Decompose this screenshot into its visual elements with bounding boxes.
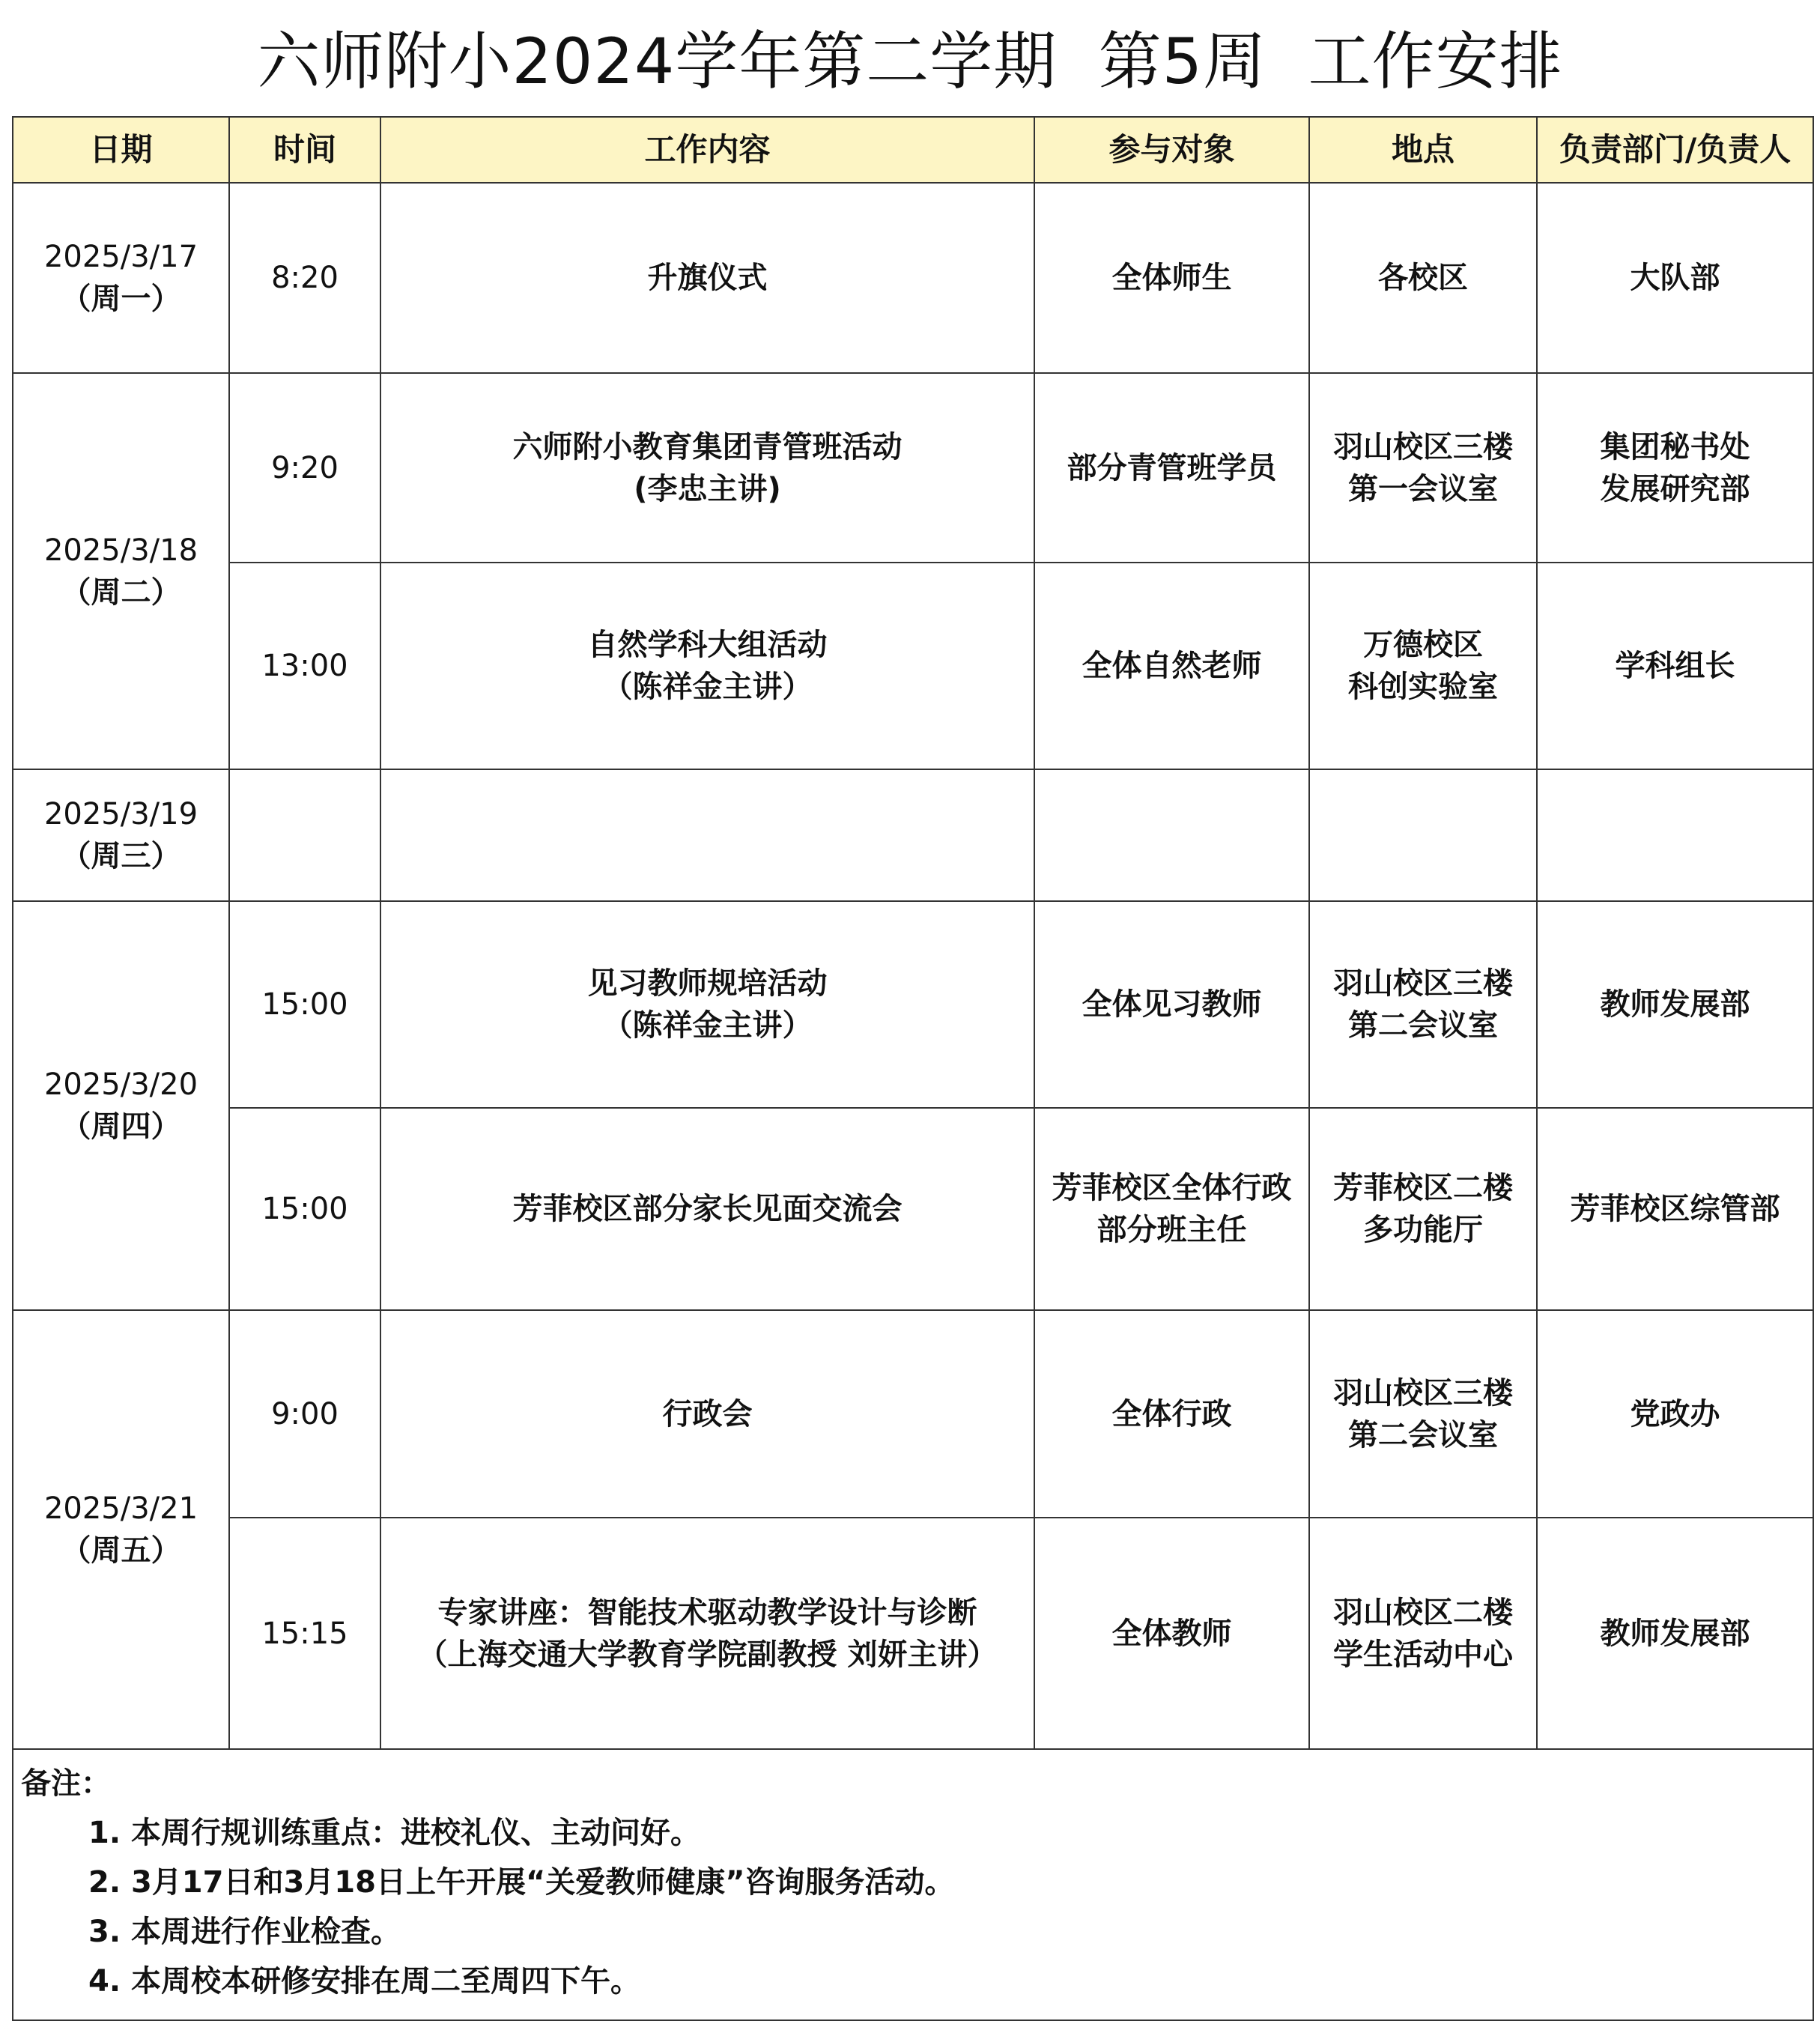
- participants-cell: [1034, 769, 1309, 901]
- time-cell: 9:20: [229, 373, 380, 563]
- time-cell: 8:20: [229, 183, 380, 373]
- schedule-table: [12, 116, 1814, 2021]
- location-cell: 羽山校区二楼 学生活动中心: [1309, 1518, 1537, 1749]
- participants-cell: 全体见习教师: [1034, 901, 1309, 1108]
- time-cell: 9:00: [229, 1310, 380, 1518]
- content-cell: 芳菲校区部分家长见面交流会: [380, 1108, 1034, 1310]
- location-cell: 万德校区 科创实验室: [1309, 563, 1537, 769]
- participants-cell: 全体教师: [1034, 1518, 1309, 1749]
- content-cell: 行政会: [380, 1310, 1034, 1518]
- table-row: [13, 373, 1813, 563]
- time-cell: 15:00: [229, 1108, 380, 1310]
- content-cell: 自然学科大组活动 （陈祥金主讲）: [380, 563, 1034, 769]
- responsible-cell: 芳菲校区综管部: [1537, 1108, 1813, 1310]
- header-participants: 参与对象: [1034, 117, 1309, 183]
- table-row: [13, 1310, 1813, 1518]
- header-time: 时间: [229, 117, 380, 183]
- header-content: 工作内容: [380, 117, 1034, 183]
- responsible-cell: [1537, 769, 1813, 901]
- content-cell: 升旗仪式: [380, 183, 1034, 373]
- header-date: 日期: [13, 117, 229, 183]
- page-title: 六师附小2024学年第二学期 第5周 工作安排: [257, 24, 1563, 98]
- table-row: [13, 563, 1813, 769]
- header-responsible: 负责部门/负责人: [1537, 117, 1813, 183]
- participants-cell: 全体自然老师: [1034, 563, 1309, 769]
- responsible-cell: 教师发展部: [1537, 901, 1813, 1108]
- date-cell: 2025/3/17 （周一）: [13, 183, 229, 373]
- table-row: [13, 1108, 1813, 1310]
- location-cell: 羽山校区三楼 第二会议室: [1309, 1310, 1537, 1518]
- table-row: [13, 1518, 1813, 1749]
- participants-cell: 全体师生: [1034, 183, 1309, 373]
- notes-label: 备注：: [21, 1766, 111, 1801]
- date-cell: 2025/3/21 （周五）: [13, 1310, 229, 1749]
- date-cell: 2025/3/18 （周二）: [13, 373, 229, 769]
- notes-row: [13, 1749, 1813, 2020]
- content-cell: 六师附小教育集团青管班活动 (李忠主讲): [380, 373, 1034, 563]
- time-cell: 15:15: [229, 1518, 380, 1749]
- date-cell: 2025/3/19 （周三）: [13, 769, 229, 901]
- note-item: 1. 本周行规训练重点：进校礼仪、主动问好。: [88, 1816, 700, 1850]
- responsible-cell: 大队部: [1537, 183, 1813, 373]
- header-row: [13, 117, 1813, 183]
- note-item: 4. 本周校本研修安排在周二至周四下午。: [88, 1964, 640, 1999]
- responsible-cell: 教师发展部: [1537, 1518, 1813, 1749]
- participants-cell: 部分青管班学员: [1034, 373, 1309, 563]
- table-row: [13, 901, 1813, 1108]
- location-cell: [1309, 769, 1537, 901]
- time-cell: 15:00: [229, 901, 380, 1108]
- location-cell: 羽山校区三楼 第一会议室: [1309, 373, 1537, 563]
- location-cell: 羽山校区三楼 第二会议室: [1309, 901, 1537, 1108]
- content-cell: 见习教师规培活动 （陈祥金主讲）: [380, 901, 1034, 1108]
- participants-cell: 芳菲校区全体行政 部分班主任: [1034, 1108, 1309, 1310]
- location-cell: 各校区: [1309, 183, 1537, 373]
- time-cell: 13:00: [229, 563, 380, 769]
- participants-cell: 全体行政: [1034, 1310, 1309, 1518]
- header-location: 地点: [1309, 117, 1537, 183]
- location-cell: 芳菲校区二楼 多功能厅: [1309, 1108, 1537, 1310]
- notes-cell: [13, 1749, 1813, 2020]
- table-row: [13, 183, 1813, 373]
- date-cell: 2025/3/20 （周四）: [13, 901, 229, 1310]
- note-item: 2. 3月17日和3月18日上午开展“关爱教师健康”咨询服务活动。: [88, 1865, 955, 1900]
- content-cell: [380, 769, 1034, 901]
- time-cell: [229, 769, 380, 901]
- responsible-cell: 集团秘书处 发展研究部: [1537, 373, 1813, 563]
- responsible-cell: 党政办: [1537, 1310, 1813, 1518]
- content-cell: 专家讲座：智能技术驱动教学设计与诊断 （上海交通大学教育学院副教授 刘妍主讲）: [380, 1518, 1034, 1749]
- table-row: [13, 769, 1813, 901]
- note-item: 3. 本周进行作业检查。: [88, 1915, 401, 1949]
- responsible-cell: 学科组长: [1537, 563, 1813, 769]
